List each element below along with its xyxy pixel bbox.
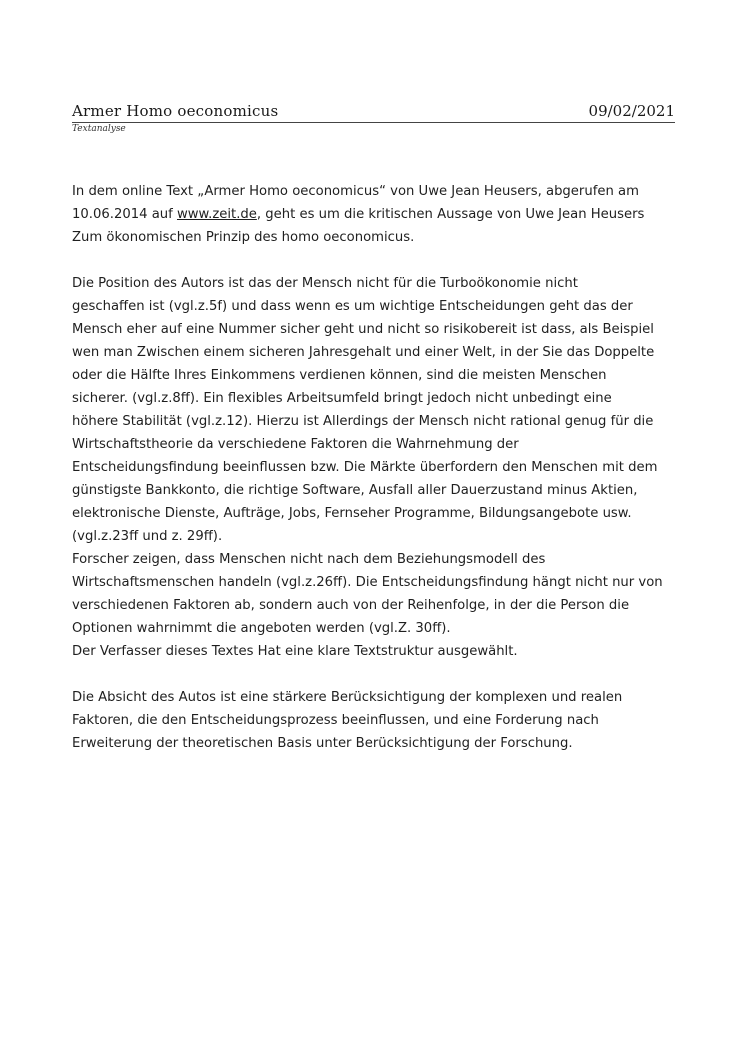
analysis-paragraph: [72, 272, 682, 663]
document-title: Armer Homo oeconomicus: [72, 102, 279, 120]
body-line: Entscheidungsfindung beeinflussen bzw. Die Märkte überfordern den Menschen mit dem: [72, 460, 658, 475]
body-line: oder die Hälfte Ihres Einkommens verdienen können, sind die meisten Menschen: [72, 368, 607, 383]
body-line: wen man Zwischen einem sicheren Jahresgehalt und einer Welt, in der Sie das Doppelte: [72, 345, 655, 360]
body-line: höhere Stabilität (vgl.z.12). Hierzu ist Allerdings der Mensch nicht rational genug für die: [72, 414, 654, 429]
document-body: [72, 180, 682, 778]
body-line: verschiedenen Faktoren ab, sondern auch von der Reihenfolge, in der die Person die: [72, 598, 630, 613]
body-line: günstigste Bankkonto, die richtige Software, Ausfall aller Dauerzustand minus Aktien,: [72, 483, 638, 498]
body-line: sicherer. (vgl.z.8ff). Ein flexibles Arbeitsumfeld bringt jedoch nicht unbedingt eine: [72, 391, 612, 406]
body-line: (vgl.z.23ff und z. 29ff).: [72, 529, 223, 544]
intro-paragraph: [72, 180, 682, 249]
body-line: geschaffen ist (vgl.z.5f) und dass wenn es um wichtige Entscheidungen geht das der: [72, 299, 633, 314]
body-line: Wirtschaftsmenschen handeln (vgl.z.26ff). Die Entscheidungsfindung hängt nicht nur von: [72, 575, 663, 590]
document-subtitle: Textanalyse: [72, 124, 126, 134]
intro-line: Zum ökonomischen Prinzip des homo oeconomicus.: [72, 230, 415, 245]
intro-text: 10.06.2014 auf: [72, 207, 177, 222]
body-line: elektronische Dienste, Aufträge, Jobs, Fernseher Programme, Bildungsangebote usw.: [72, 506, 632, 521]
conclusion-line: Erweiterung der theoretischen Basis unter Berücksichtigung der Forschung.: [72, 736, 573, 751]
intro-text: , geht es um die kritischen Aussage von Uwe Jean Heusers: [256, 207, 645, 222]
conclusion-paragraph: [72, 686, 682, 755]
body-line: Mensch eher auf eine Nummer sicher geht und nicht so risikobereit ist dass, als Beispiel: [72, 322, 654, 337]
conclusion-line: Die Absicht des Autos ist eine stärkere Berücksichtigung der komplexen und realen: [72, 690, 623, 705]
body-line: Optionen wahrnimmt die angeboten werden (vgl.Z. 30ff).: [72, 621, 451, 636]
conclusion-line: Faktoren, die den Entscheidungsprozess beeinflussen, und eine Forderung nach: [72, 713, 599, 728]
body-line: Forscher zeigen, dass Menschen nicht nach dem Beziehungsmodell des: [72, 552, 546, 567]
source-link[interactable]: www.zeit.de: [176, 207, 257, 222]
intro-line: In dem online Text „Armer Homo oeconomicus“ von Uwe Jean Heusers, abgerufen am: [72, 184, 639, 199]
body-line: Die Position des Autors ist das der Mensch nicht für die Turboökonomie nicht: [72, 276, 578, 291]
intro-line: [72, 203, 682, 226]
body-line: Wirtschaftstheorie da verschiedene Faktoren die Wahrnehmung der: [72, 437, 519, 452]
document-date: 09/02/2021: [588, 102, 675, 120]
body-line: Der Verfasser dieses Textes Hat eine klare Textstruktur ausgewählt.: [72, 644, 518, 659]
document-header: [72, 102, 675, 123]
